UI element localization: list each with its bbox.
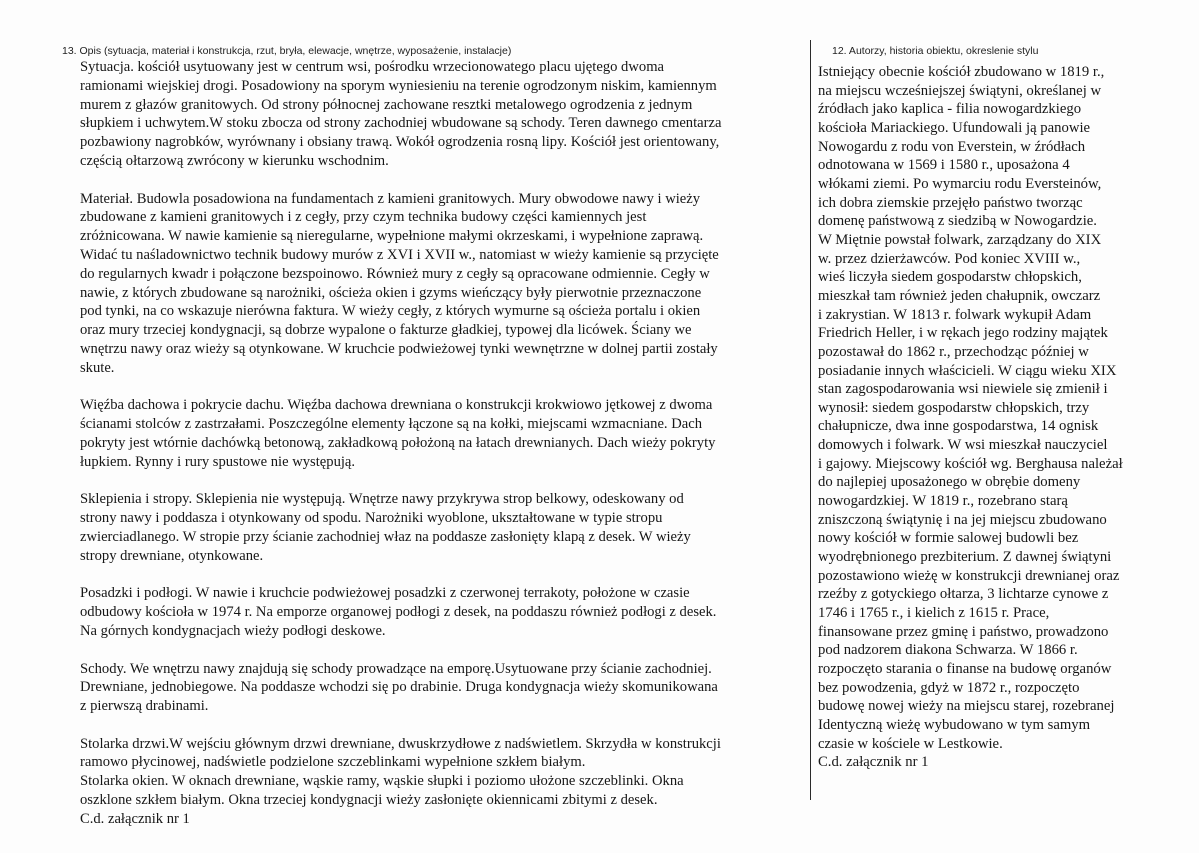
description-paragraph bbox=[80, 660, 800, 716]
text-line: stan zagospodarowania wsi niewiele się zmienił i bbox=[818, 381, 1108, 398]
text-line: C.d. załącznik nr 1 bbox=[818, 754, 929, 771]
text-line: Materiał. Budowla posadowiona na fundamentach z kamieni granitowych. Mury obwodowe nawy i wieży bbox=[80, 190, 701, 207]
text-line: ścianami stolców z zastrzałami. Poszczególne elementy łączone są na kołki, miejscami wzmacniane. Dach bbox=[80, 416, 703, 433]
text-line: mieszkał tam również jeden chałupnik, owczarz bbox=[818, 287, 1101, 304]
text-line: pokryty jest wtórnie dachówką betonową, zakładkową położoną na łatach drewnianych. Dach wieży pokryty bbox=[80, 434, 716, 451]
text-line: Więźba dachowa i pokrycie dachu. Więźba dachowa drewniana o konstrukcji krokwiowo jętkowej z dwoma bbox=[80, 397, 713, 414]
text-line: Identyczną wieżę wybudowano w tym samym bbox=[818, 716, 1091, 733]
text-line: pozbawiony nagrobków, wyrównany i obsiany trawą. Wokół ogrodzenia rosną lipy. Kościół jest orientowany, bbox=[80, 134, 720, 151]
text-line: finansowane przez gminę i państwo, prowadzono bbox=[818, 623, 1109, 640]
text-line: oraz mury trzeciej kondygnacji, są dobrze wypalone o fakturze gładkiej, typowej dla licówek. Ściany we bbox=[80, 322, 692, 339]
text-line: rzeźby z gotyckiego ołtarza, 3 lichtarze cynowe z bbox=[818, 586, 1109, 603]
text-line: częścią ołtarzową zwrócony w kierunku wschodnim. bbox=[80, 152, 389, 169]
text-line: wieś liczyła siedem gospodarstw chłopskich, bbox=[818, 269, 1082, 286]
description-body bbox=[80, 58, 800, 829]
description-paragraph bbox=[80, 396, 800, 471]
text-line: 1746 i 1765 r., i kielich z 1615 r. Prace, bbox=[818, 605, 1050, 622]
text-line: zwierciadlanego. W stropie przy ścianie zachodniej właz na poddasze zasłonięty klapą z desek. W wieży bbox=[80, 528, 691, 545]
text-line: zróżnicowana. W nawie kamienie są nieregularne, wypełnione małymi okrzeskami, i wypełnione zaprawą. bbox=[80, 228, 704, 245]
text-line: nowy kościół w formie salowej budowli bez bbox=[818, 530, 1079, 547]
text-line: z pierwszą drabinami. bbox=[80, 698, 209, 715]
text-line: odnotowana w 1569 i 1580 r., uposażona 4 bbox=[818, 157, 1070, 174]
text-line: zniszczoną świątynię i na jej miejscu zbudowano bbox=[818, 511, 1107, 528]
text-line: źródłach jako kaplica - filia nowogardzkiego bbox=[818, 101, 1082, 118]
text-line: do najlepiej uposażonego w obrębie domeny bbox=[818, 474, 1081, 491]
text-line: kościoła Mariackiego. Ufundowali ją panowie bbox=[818, 119, 1091, 136]
text-line: ramionami wiejskiej drogi. Posadowiony na sporym wyniesieniu na terenie ogrodzonym niskim, kamiennym bbox=[80, 77, 717, 94]
text-line: chałupnicze, dwa inne gospodarstwa, 14 ognisk bbox=[818, 418, 1099, 435]
text-line: domenę państwową z siedzibą w Nowogardzie. bbox=[818, 213, 1097, 230]
description-paragraph bbox=[80, 584, 800, 640]
text-line: zbudowane z kamieni granitowych i z cegły, przy czym technika budowy części kamiennych jest bbox=[80, 209, 647, 226]
text-line: ich dobra ziemskie przejęło państwo tworząc bbox=[818, 194, 1083, 211]
text-line: strony nawy i poddasza i otynkowany od spodu. Narożniki wyoblone, ukształtowane w typie stropu bbox=[80, 510, 663, 527]
text-line: W Miętnie powstał folwark, zarządzany do XIX bbox=[818, 231, 1102, 248]
text-line: i zakrystian. W 1813 r. folwark wykupił Adam bbox=[818, 306, 1092, 323]
text-line: pozostawiono wieżę w konstrukcji drewnianej oraz bbox=[818, 567, 1120, 584]
text-line: Stolarka okien. W oknach drewniane, wąskie ramy, wąskie słupki i poziomo ułożone szczeblinki. Okna bbox=[80, 773, 684, 790]
description-paragraph bbox=[80, 190, 800, 378]
text-line: rozpoczęto starania o finanse na budowę organów bbox=[818, 661, 1112, 677]
history-paragraph bbox=[818, 63, 1158, 772]
text-line: nowogardzkiej. W 1819 r., rozebrano starą bbox=[818, 493, 1068, 510]
text-line: skute. bbox=[80, 359, 115, 376]
text-line: pozostawał do 1862 r., przechodząc później w bbox=[818, 343, 1089, 360]
text-line: pod nadzorem diakona Schwarza. W 1866 r. bbox=[818, 642, 1078, 659]
text-line: łupkiem. Rynny i rury spustowe nie występują. bbox=[80, 453, 356, 470]
text-line: w. przez dzierżawców. Pod koniec XVIII w., bbox=[818, 250, 1081, 267]
text-line: ramowo płycinowej, nadświetle podzielone szczeblinkami wypełnione szkłem białym. bbox=[80, 754, 586, 771]
history-heading: 12. Autorzy, historia obiektu, okreslenie stylu bbox=[832, 45, 1039, 57]
text-line: C.d. załącznik nr 1 bbox=[80, 810, 190, 827]
text-line: Nowogardu z rodu von Everstein, w źródłach bbox=[818, 138, 1086, 155]
text-line: oszklone szkłem białym. Okna trzeciej kondygnacji wieży zasłonięte okiennicami zbitymi z desek. bbox=[80, 792, 658, 809]
text-line: Istniejący obecnie kościół zbudowano w 1819 r., bbox=[818, 64, 1105, 80]
description-paragraph bbox=[80, 490, 800, 565]
description-paragraph bbox=[80, 735, 800, 829]
description-paragraph bbox=[80, 58, 800, 171]
text-line: stropy drewniane, otynkowane. bbox=[80, 547, 264, 564]
text-line: Stolarka drzwi.W wejściu głównym drzwi drewniane, dwuskrzydłowe z nadświetlem. Skrzydła w konstrukcji bbox=[80, 735, 721, 752]
text-line: wynosił: siedem gospodarstw chłopskich, trzy bbox=[818, 399, 1090, 416]
description-heading: 13. Opis (sytuacja, materiał i konstrukcja, rzut, bryła, elewacje, wnętrze, wyposażenie, instalacje) bbox=[62, 45, 512, 57]
text-line: posiadanie innych właścicieli. W ciągu wieku XIX bbox=[818, 362, 1117, 379]
text-line: Sklepienia i stropy. Sklepienia nie występują. Wnętrze nawy przykrywa strop belkowy, odeskowany od bbox=[80, 491, 684, 508]
description-column bbox=[62, 44, 800, 829]
text-line: murem z głazów granitowych. Od strony północnej zachowane resztki metalowego ogrodzenia z jednym bbox=[80, 96, 693, 113]
text-line: domowych i folwark. W wsi mieszkał nauczyciel bbox=[818, 437, 1108, 454]
text-line: Na górnych kondygnacjach wieży podłogi deskowe. bbox=[80, 622, 386, 639]
text-line: do regularnych kwadr i połączone bezspoinowo. Również mury z cegły są opracowane odmiennie. Cegły w bbox=[80, 265, 710, 282]
text-line: nawie, z których zbudowane są narożniki, ościeża okien i gzyms wieńczący były pierwotnie przeznaczone bbox=[80, 284, 702, 301]
history-column bbox=[818, 44, 1158, 772]
text-line: odbudowy kościoła w 1974 r. Na emporze organowej podłogi z desek, na poddaszu również podłogi z desek. bbox=[80, 604, 717, 621]
text-line: Drewniane, jednobiegowe. Na poddasze wchodzi się po drabinie. Druga kondygnacja wieży skomunikowana bbox=[80, 679, 718, 696]
text-line: słupkiem i uchwytem.W stoku zbocza od strony zachodniej wbudowane są schody. Teren dawnego cmentarza bbox=[80, 115, 722, 132]
text-line: włókami ziemi. Po wymarciu rodu Eversteinów, bbox=[818, 175, 1102, 192]
text-line: na miejscu wcześniejszej świątyni, określanej w bbox=[818, 82, 1102, 99]
text-line: i gajowy. Miejscowy kościół wg. Berghausa należał bbox=[818, 455, 1123, 472]
text-line: bez powodzenia, gdyż w 1872 r., rozpoczęto bbox=[818, 679, 1080, 696]
text-line: Schody. We wnętrzu nawy znajdują się schody prowadzące na emporę.Usytuowane przy ścianie zachodniej. bbox=[80, 660, 712, 677]
text-line: Sytuacja. kościół usytuowany jest w centrum wsi, pośrodku wrzecionowatego placu ujętego dwoma bbox=[80, 59, 665, 75]
text-line: wnętrzu nawy oraz wieży są otynkowane. W kruchcie podwieżowej tynki wewnętrzne w dolnej partii zostały bbox=[80, 340, 718, 357]
text-line: pod tynki, na co wskazuje nierówna faktura. W wieży cegły, z których wymurne są ościeża portalu i okien bbox=[80, 303, 701, 320]
text-line: Posadzki i podłogi. W nawie i kruchcie podwieżowej posadzki z czerwonej terrakoty, położone w czasie bbox=[80, 585, 690, 602]
text-line: budowę nowej wieży na miejscu starej, rozebranej bbox=[818, 698, 1115, 715]
text-line: czasie w kościele w Lestkowie. bbox=[818, 735, 1003, 752]
text-line: wyodrębnionego prezbiterium. Z dawnej świątyni bbox=[818, 549, 1112, 566]
text-line: Friedrich Heller, i w rękach jego rodziny majątek bbox=[818, 325, 1108, 342]
text-line: Widać tu naśladownictwo technik budowy murów z XVI i XVII w., natomiast w wieży kamienie są przycięte bbox=[80, 246, 719, 263]
column-divider bbox=[810, 40, 811, 800]
